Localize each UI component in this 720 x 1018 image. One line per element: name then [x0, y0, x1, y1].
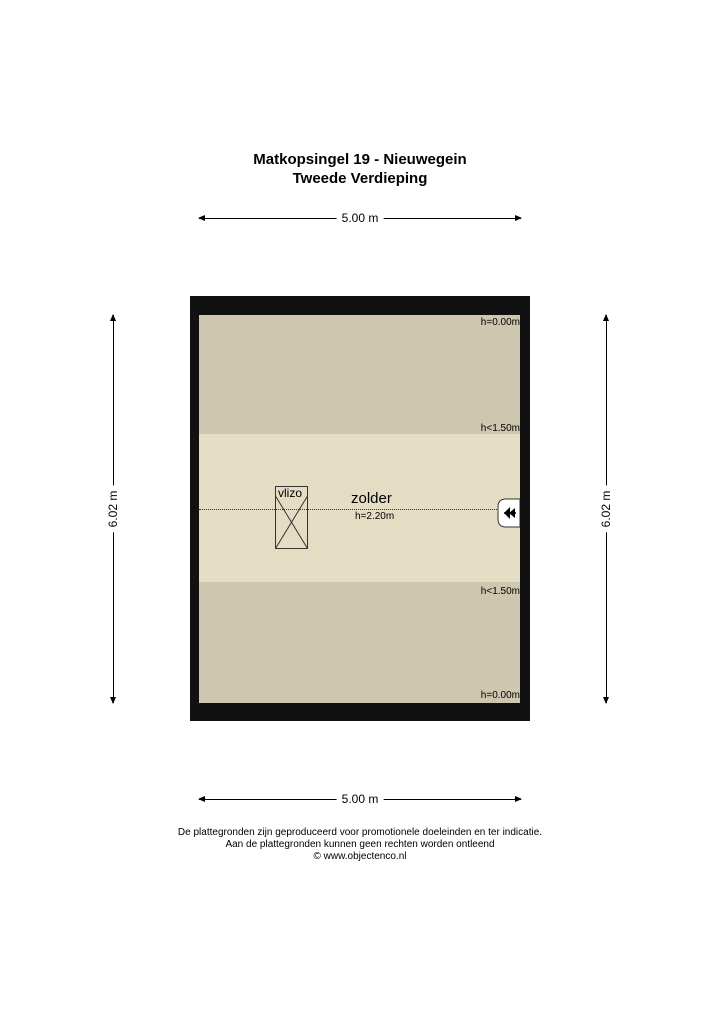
arrow-right-icon — [515, 215, 522, 221]
bottom-width-label: 5.00 m — [337, 791, 384, 807]
right-depth-dimension — [599, 315, 613, 703]
copyright-line: © www.objectenco.nl — [313, 851, 407, 862]
ridge-line — [199, 509, 499, 510]
room-name-label: zolder — [351, 490, 392, 507]
plan-floor-title: Tweede Verdieping — [292, 170, 428, 187]
arrow-up-icon — [110, 314, 116, 321]
disclaimer-line-2: Aan de plattegronden kunnen geen rechten worden ontleend — [225, 839, 495, 850]
height-label-lower-slope: h<1.50m — [480, 586, 520, 597]
top-width-dimension — [199, 211, 521, 225]
height-label-bottom: h=0.00m — [480, 690, 520, 701]
left-depth-dimension — [106, 315, 120, 703]
arrow-right-icon — [515, 796, 522, 802]
top-width-label: 5.00 m — [337, 210, 384, 226]
left-depth-label: 6.02 m — [106, 486, 120, 533]
arrow-left-icon — [198, 796, 205, 802]
height-label-upper-slope: h<1.50m — [480, 423, 520, 434]
right-depth-label: 6.02 m — [599, 486, 613, 533]
staircase-arrow-icon — [496, 498, 520, 528]
arrow-down-icon — [110, 697, 116, 704]
plan-address-title: Matkopsingel 19 - Nieuwegein — [253, 151, 467, 168]
hatch-label: vlizo — [278, 486, 303, 500]
room-height-label: h=2.20m — [355, 511, 395, 522]
bottom-width-dimension — [199, 792, 521, 806]
disclaimer-line-1: De plattegronden zijn geproduceerd voor promotionele doeleinden en ter indicatie. — [177, 827, 543, 838]
height-label-top: h=0.00m — [480, 317, 520, 328]
arrow-up-icon — [603, 314, 609, 321]
attic-floor-standing-zone — [199, 434, 520, 582]
arrow-left-icon — [198, 215, 205, 221]
arrow-down-icon — [603, 697, 609, 704]
